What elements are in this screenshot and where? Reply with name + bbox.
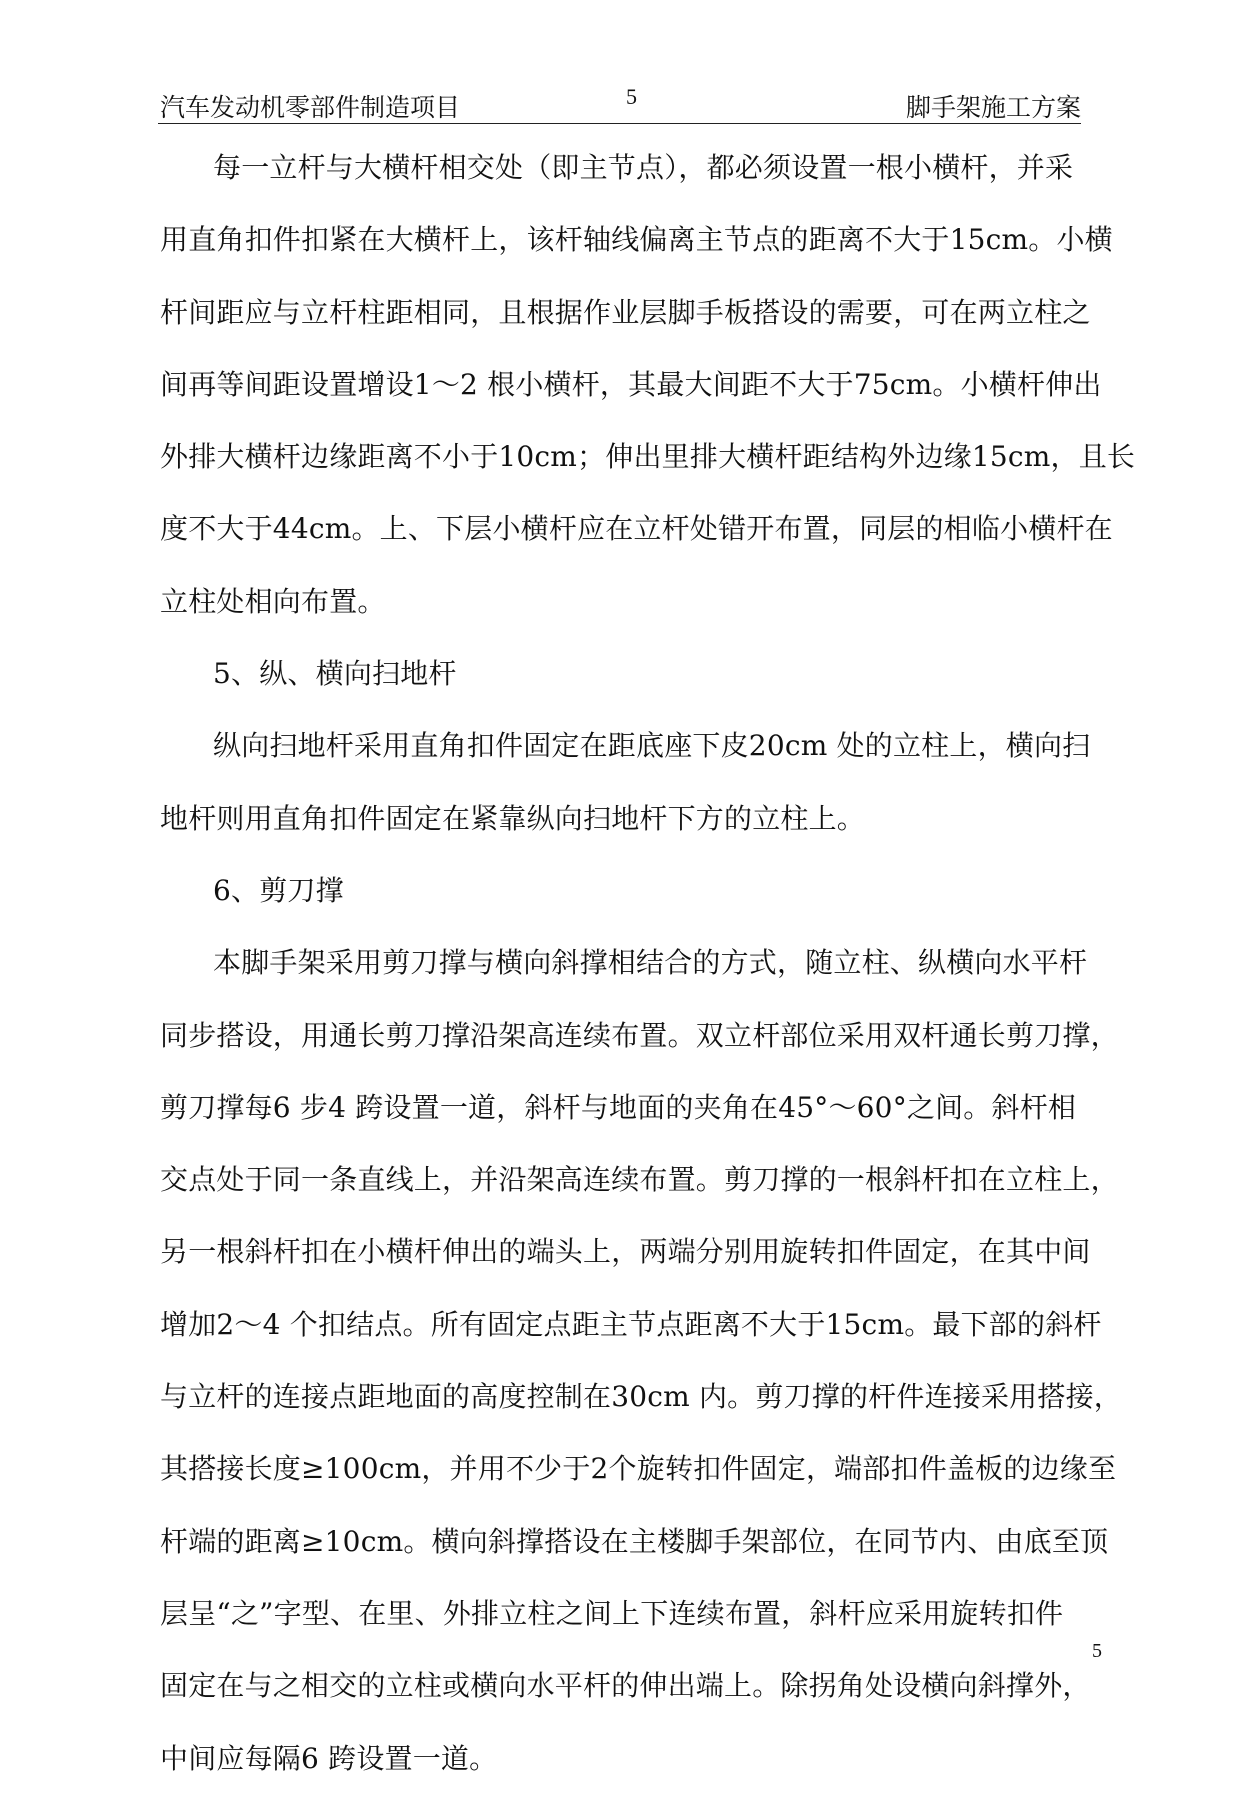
paragraph-line: 用直角扣件扣紧在大横杆上，该杆轴线偏离主节点的距离不大于15cm。小横 bbox=[160, 223, 1113, 257]
paragraph-line: 与立杆的连接点距地面的高度控制在30cm 内。剪刀撑的杆件连接采用搭接， bbox=[160, 1380, 1122, 1414]
paragraph-line: 另一根斜杆扣在小横杆伸出的端头上，两端分别用旋转扣件固定，在其中间 bbox=[160, 1235, 1091, 1269]
paragraph-line: 增加2～4 个扣结点。所有固定点距主节点距离不大于15cm。最下部的斜杆 bbox=[160, 1307, 1102, 1341]
paragraph-line: 固定在与之相交的立柱或横向水平杆的伸出端上。除拐角处设横向斜撑外， bbox=[160, 1669, 1091, 1703]
paragraph-line: 交点处于同一条直线上，并沿架高连续布置。剪刀撑的一根斜杆扣在立柱上， bbox=[160, 1163, 1119, 1197]
paragraph-line: 本脚手架采用剪刀撑与横向斜撑相结合的方式，随立柱、纵横向水平杆 bbox=[213, 946, 1088, 980]
header-document-title: 脚手架施工方案 bbox=[905, 93, 1081, 122]
header-page-number: 5 bbox=[626, 84, 637, 109]
paragraph-line: 地杆则用直角扣件固定在紧靠纵向扫地杆下方的立柱上。 bbox=[160, 801, 866, 835]
paragraph-line: 杆间距应与立杆柱距相同，且根据作业层脚手板搭设的需要，可在两立柱之 bbox=[160, 295, 1091, 329]
paragraph-line: 每一立杆与大横杆相交处（即主节点），都必须设置一根小横杆，并采 bbox=[213, 151, 1074, 184]
paragraph-line: 立柱处相向布置。 bbox=[160, 584, 386, 618]
page-header bbox=[160, 84, 1081, 124]
paragraph-line: 纵向扫地杆采用直角扣件固定在距底座下皮20cm 处的立柱上，横向扫 bbox=[213, 729, 1091, 763]
paragraph-line: 层呈“之”字型、在里、外排立柱之间上下连续布置，斜杆应采用旋转扣件 bbox=[160, 1596, 1064, 1630]
paragraph-line: 中间应每隔6 跨设置一道。 bbox=[160, 1741, 498, 1775]
section-heading: 6、剪刀撑 bbox=[213, 873, 344, 907]
section-heading: 5、纵、横向扫地杆 bbox=[213, 657, 457, 691]
paragraph-line: 间再等间距设置增设1～2 根小横杆，其最大间距不大于75cm。小横杆伸出 bbox=[160, 367, 1102, 401]
footer-page-number: 5 bbox=[1092, 1640, 1102, 1662]
paragraph-line: 杆端的距离≥10cm。横向斜撑搭设在主楼脚手架部位，在同节内、由底至顶 bbox=[160, 1524, 1109, 1558]
paragraph-line: 度不大于44cm。上、下层小横杆应在立杆处错开布置，同层的相临小横杆在 bbox=[160, 512, 1113, 546]
document-body bbox=[160, 132, 1136, 1795]
paragraph-line: 剪刀撑每6 步4 跨设置一道，斜杆与地面的夹角在45°～60°之间。斜杆相 bbox=[160, 1090, 1077, 1124]
paragraph-line: 其搭接长度≥100cm，并用不少于2个旋转扣件固定，端部扣件盖板的边缘至 bbox=[160, 1452, 1117, 1486]
paragraph-line: 外排大横杆边缘距离不小于10cm；伸出里排大横杆距结构外边缘15cm，且长 bbox=[160, 440, 1136, 474]
paragraph-line: 同步搭设，用通长剪刀撑沿架高连续布置。双立杆部位采用双杆通长剪刀撑， bbox=[160, 1018, 1119, 1052]
header-project-title: 汽车发动机零部件制造项目 bbox=[160, 93, 461, 122]
header-divider bbox=[158, 123, 1081, 124]
